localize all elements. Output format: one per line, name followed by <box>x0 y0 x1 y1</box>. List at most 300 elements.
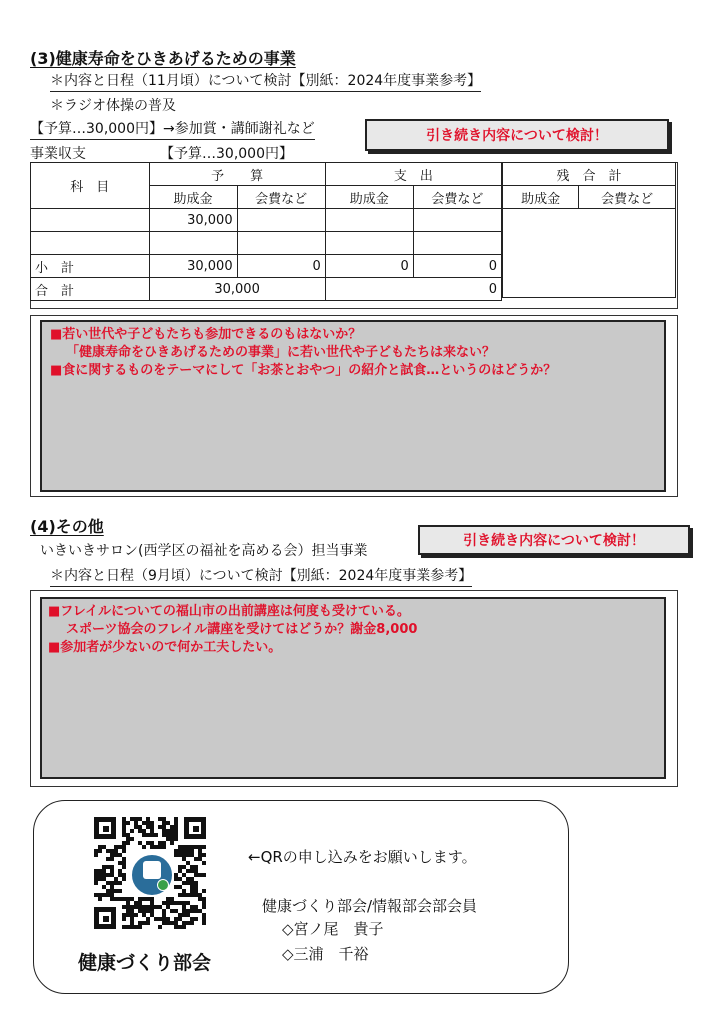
qr-module <box>102 873 106 877</box>
qr-module <box>186 861 190 865</box>
qr-module <box>158 925 162 929</box>
qr-module <box>194 857 198 861</box>
section4-comment-1: ■フレイルについての福山市の出前講座は何度も受けている。 <box>48 604 410 619</box>
qr-module <box>98 845 102 849</box>
qr-module <box>174 885 178 889</box>
qr-module <box>114 849 118 853</box>
qr-module <box>102 893 106 897</box>
subtotal-expense-grant: 0 <box>325 255 413 278</box>
qr-module <box>182 921 186 925</box>
qr-module <box>126 909 130 913</box>
qr-module <box>170 833 174 837</box>
qr-module <box>142 909 146 913</box>
section4-comment-box <box>40 597 666 779</box>
qr-module <box>202 861 206 865</box>
qr-module <box>166 821 170 825</box>
qr-module <box>190 877 194 881</box>
qr-module <box>202 921 206 925</box>
qr-module <box>130 909 134 913</box>
qr-module <box>182 909 186 913</box>
qr-module <box>154 833 158 837</box>
qr-module <box>174 925 178 929</box>
qr-module <box>114 897 118 901</box>
qr-module <box>118 889 122 893</box>
qr-module <box>170 901 174 905</box>
budget-label: 事業収支 <box>30 146 86 162</box>
qr-module <box>126 833 130 837</box>
table-cell <box>31 209 150 232</box>
qr-module <box>202 913 206 917</box>
qr-module <box>182 893 186 897</box>
qr-module <box>138 829 142 833</box>
sub-fee: 会費など <box>237 186 325 209</box>
qr-module <box>122 905 126 909</box>
qr-module <box>162 917 166 921</box>
qr-module <box>122 865 126 869</box>
qr-module <box>202 873 206 877</box>
table-cell <box>413 209 501 232</box>
qr-module <box>174 909 178 913</box>
col-budget: 予 算 <box>149 163 325 186</box>
qr-module <box>146 917 150 921</box>
qr-module <box>190 909 194 913</box>
qr-module <box>98 897 102 901</box>
qr-module <box>186 849 190 853</box>
qr-module <box>130 917 134 921</box>
qr-module <box>158 845 162 849</box>
member-1: ◇宮ノ尾 貴子 <box>282 920 384 938</box>
qr-module <box>174 817 178 821</box>
qr-module <box>114 877 118 881</box>
qr-module <box>174 825 178 829</box>
qr-module <box>138 909 142 913</box>
club-name: 健康づくり部会 <box>78 952 212 974</box>
qr-module <box>150 913 154 917</box>
section4-line1: いきいきサロン(西学区の福祉を高める会）担当事業 <box>40 543 368 559</box>
qr-module <box>186 881 190 885</box>
qr-module <box>110 853 114 857</box>
qr-logo-icon <box>130 853 174 897</box>
qr-module <box>122 849 126 853</box>
qr-module <box>194 873 198 877</box>
qr-module <box>162 825 166 829</box>
qr-module <box>182 845 186 849</box>
qr-module <box>162 817 166 821</box>
qr-module <box>110 897 114 901</box>
section3-line2: ＊ラジオ体操の普及 <box>50 98 176 114</box>
qr-module <box>190 921 194 925</box>
qr-module <box>106 857 110 861</box>
qr-module <box>122 833 126 837</box>
qr-module <box>194 917 198 921</box>
qr-module <box>102 865 106 869</box>
qr-module <box>166 833 170 837</box>
qr-module <box>194 893 198 897</box>
qr-module <box>182 873 186 877</box>
qr-module <box>198 845 202 849</box>
qr-module <box>150 845 154 849</box>
qr-module <box>178 849 182 853</box>
qr-module <box>182 889 186 893</box>
section3-comment-2: 「健康寿命をひきあげるための事業」に若い世代や子どもたちは来ない？ <box>66 345 496 360</box>
qr-module <box>134 821 138 825</box>
qr-module <box>162 841 166 845</box>
qr-module <box>114 881 118 885</box>
qr-module <box>106 849 110 853</box>
qr-module <box>158 825 162 829</box>
qr-module <box>134 817 138 821</box>
qr-module <box>150 897 154 901</box>
qr-module <box>130 829 134 833</box>
qr-module <box>106 893 110 897</box>
member-2: ◇三浦 千裕 <box>282 945 369 963</box>
qr-module <box>186 921 190 925</box>
qr-module <box>198 857 202 861</box>
qr-module <box>194 905 198 909</box>
qr-module <box>122 825 126 829</box>
qr-module <box>190 917 194 921</box>
total-budget: 30,000 <box>149 278 325 301</box>
col-subject: 科 目 <box>31 163 150 209</box>
qr-module <box>158 905 162 909</box>
qr-module <box>182 865 186 869</box>
qr-module <box>98 877 102 881</box>
qr-module <box>118 897 122 901</box>
qr-module <box>114 889 118 893</box>
qr-module <box>130 925 134 929</box>
qr-module <box>122 877 126 881</box>
subtotal-label: 小 計 <box>31 255 150 278</box>
qr-module <box>186 901 190 905</box>
qr-module <box>134 905 138 909</box>
qr-module <box>122 897 126 901</box>
qr-module <box>114 853 118 857</box>
qr-module <box>94 849 98 853</box>
qr-module <box>142 821 146 825</box>
qr-module <box>118 861 122 865</box>
qr-module <box>194 885 198 889</box>
qr-module <box>146 897 150 901</box>
qr-module <box>118 873 122 877</box>
qr-module <box>130 897 134 901</box>
qr-module <box>146 909 150 913</box>
qr-module <box>94 881 98 885</box>
qr-module <box>194 881 198 885</box>
qr-module <box>150 841 154 845</box>
sub-fee: 会費など <box>579 186 676 209</box>
qr-module <box>178 913 182 917</box>
qr-module <box>174 849 178 853</box>
qr-module <box>198 853 202 857</box>
qr-module <box>162 833 166 837</box>
qr-module <box>138 897 142 901</box>
qr-module <box>122 913 126 917</box>
qr-module <box>162 901 166 905</box>
qr-module <box>130 913 134 917</box>
qr-module <box>142 845 146 849</box>
qr-module <box>122 829 126 833</box>
sub-grant: 助成金 <box>325 186 413 209</box>
qr-module <box>166 917 170 921</box>
qr-module <box>102 845 106 849</box>
qr-module <box>130 817 134 821</box>
qr-module <box>190 853 194 857</box>
total-label: 合 計 <box>31 278 150 301</box>
qr-module <box>110 885 114 889</box>
qr-module <box>118 869 122 873</box>
section4-line2: ＊内容と日程（9月頃）について検討【別紙：2024年度事業参考】 <box>50 567 472 587</box>
row1-budget-grant: 30,000 <box>149 209 237 232</box>
qr-module <box>146 841 150 845</box>
qr-module <box>198 909 202 913</box>
qr-module <box>146 833 150 837</box>
table-cell <box>325 232 413 255</box>
qr-module <box>138 825 142 829</box>
qr-module <box>178 845 182 849</box>
section4-heading: (4)その他 <box>30 517 104 536</box>
qr-module <box>170 921 174 925</box>
qr-module <box>142 829 146 833</box>
qr-module <box>170 829 174 833</box>
qr-module <box>166 829 170 833</box>
section3-note: 引き続き内容について検討！ <box>365 119 669 151</box>
qr-module <box>190 885 194 889</box>
qr-code[interactable] <box>94 817 206 929</box>
qr-module <box>174 837 178 841</box>
qr-module <box>122 873 126 877</box>
qr-module <box>130 905 134 909</box>
budget-value: 【予算…30,000円】 <box>160 146 293 162</box>
qr-module <box>178 925 182 929</box>
qr-module <box>126 913 130 917</box>
qr-module <box>102 869 106 873</box>
budget-table <box>30 162 502 301</box>
section3-comment-box <box>40 320 666 492</box>
qr-module <box>162 829 166 833</box>
qr-module <box>106 873 110 877</box>
qr-module <box>166 905 170 909</box>
qr-module <box>178 877 182 881</box>
qr-module <box>138 921 142 925</box>
qr-module <box>174 921 178 925</box>
qr-module <box>166 921 170 925</box>
qr-module <box>178 869 182 873</box>
qr-module <box>118 845 122 849</box>
qr-module <box>174 829 178 833</box>
qr-module <box>110 881 114 885</box>
qr-module <box>122 841 126 845</box>
qr-module <box>190 865 194 869</box>
qr-finder <box>94 907 116 929</box>
qr-module <box>186 913 190 917</box>
qr-module <box>170 837 174 841</box>
col-expense: 支 出 <box>325 163 501 186</box>
balance-area <box>503 209 676 298</box>
qr-module <box>162 845 166 849</box>
section4-comment-2: スポーツ協会のフレイル講座を受けてはどうか？謝金8,000 <box>66 622 418 637</box>
qr-module <box>174 877 178 881</box>
qr-module <box>190 893 194 897</box>
qr-module <box>94 877 98 881</box>
qr-module <box>186 853 190 857</box>
qr-module <box>178 853 182 857</box>
qr-module <box>198 893 202 897</box>
qr-module <box>162 921 166 925</box>
qr-module <box>142 905 146 909</box>
qr-module <box>170 897 174 901</box>
qr-finder <box>94 817 116 839</box>
qr-module <box>110 869 114 873</box>
total-expense: 0 <box>325 278 501 301</box>
qr-module <box>114 845 118 849</box>
qr-module <box>146 905 150 909</box>
qr-module <box>154 917 158 921</box>
qr-module <box>102 877 106 881</box>
table-cell <box>325 209 413 232</box>
qr-module <box>190 845 194 849</box>
qr-module <box>194 845 198 849</box>
qr-module <box>174 901 178 905</box>
qr-module <box>194 869 198 873</box>
sub-fee: 会費など <box>413 186 501 209</box>
qr-module <box>186 893 190 897</box>
col-balance: 残 合 計 <box>503 163 676 186</box>
balance-table <box>502 162 676 298</box>
qr-module <box>122 917 126 921</box>
qr-module <box>182 881 186 885</box>
qr-module <box>162 909 166 913</box>
qr-module <box>178 901 182 905</box>
qr-module <box>190 889 194 893</box>
qr-module <box>150 833 154 837</box>
qr-module <box>142 921 146 925</box>
qr-module <box>122 925 126 929</box>
qr-module <box>178 885 182 889</box>
qr-module <box>106 865 110 869</box>
section3-heading: (3)健康寿命をひきあげるための事業 <box>30 49 296 68</box>
qr-finder <box>184 817 206 839</box>
table-cell <box>237 232 325 255</box>
qr-module <box>110 893 114 897</box>
qr-module <box>122 845 126 849</box>
qr-module <box>142 833 146 837</box>
qr-module <box>190 849 194 853</box>
qr-module <box>98 849 102 853</box>
qr-module <box>150 821 154 825</box>
qr-module <box>138 841 142 845</box>
qr-module <box>158 917 162 921</box>
qr-module <box>174 853 178 857</box>
qr-module <box>162 821 166 825</box>
qr-module <box>166 901 170 905</box>
qr-module <box>202 901 206 905</box>
qr-module <box>150 909 154 913</box>
qr-module <box>106 889 110 893</box>
section3-comment-1: ■若い世代や子どもたちも参加できるのもはないか？ <box>50 327 362 342</box>
section3-comment-3: ■食に関するものをテーマにして「お茶とおやつ」の紹介と試食…というのはどうか？ <box>50 363 557 378</box>
qr-instruction: ←QRの申し込みをお願いします。 <box>248 848 477 866</box>
subtotal-budget-grant: 30,000 <box>149 255 237 278</box>
table-cell <box>237 209 325 232</box>
qr-module <box>134 901 138 905</box>
qr-module <box>126 897 130 901</box>
qr-module <box>126 837 130 841</box>
qr-module <box>182 925 186 929</box>
qr-module <box>154 845 158 849</box>
section3-line3: 【予算…30,000円】→参加賞・講師謝礼など <box>30 120 315 140</box>
qr-module <box>110 873 114 877</box>
qr-module <box>170 909 174 913</box>
qr-module <box>182 853 186 857</box>
qr-module <box>166 837 170 841</box>
qr-module <box>174 873 178 877</box>
table-cell <box>149 232 237 255</box>
qr-module <box>150 829 154 833</box>
section4-note: 引き続き内容について検討！ <box>418 525 690 555</box>
qr-module <box>122 857 126 861</box>
qr-module <box>110 849 114 853</box>
qr-module <box>170 841 174 845</box>
qr-module <box>190 905 194 909</box>
qr-module <box>158 841 162 845</box>
qr-module <box>182 849 186 853</box>
qr-module <box>110 865 114 869</box>
qr-module <box>202 845 206 849</box>
qr-module <box>126 901 130 905</box>
qr-module <box>198 849 202 853</box>
qr-module <box>126 925 130 929</box>
qr-module <box>122 817 126 821</box>
qr-module <box>146 821 150 825</box>
table-cell <box>413 232 501 255</box>
qr-module <box>174 821 178 825</box>
qr-module <box>94 873 98 877</box>
qr-module <box>146 825 150 829</box>
qr-module <box>138 817 142 821</box>
qr-module <box>182 913 186 917</box>
qr-module <box>130 921 134 925</box>
qr-module <box>110 889 114 893</box>
qr-module <box>146 921 150 925</box>
members-title: 健康づくり部会/情報部会部会員 <box>262 897 478 915</box>
qr-module <box>182 905 186 909</box>
qr-module <box>186 845 190 849</box>
qr-module <box>178 893 182 897</box>
qr-module <box>198 897 202 901</box>
qr-module <box>94 869 98 873</box>
qr-module <box>190 881 194 885</box>
subtotal-budget-fee: 0 <box>237 255 325 278</box>
qr-module <box>178 917 182 921</box>
qr-module <box>174 917 178 921</box>
qr-module <box>202 905 206 909</box>
qr-module <box>122 861 126 865</box>
section3-line1: ＊内容と日程（11月頃）について検討【別紙：2024年度事業参考】 <box>50 72 481 92</box>
qr-module <box>146 817 150 821</box>
qr-module <box>154 905 158 909</box>
qr-module <box>202 889 206 893</box>
qr-module <box>202 853 206 857</box>
qr-module <box>126 841 130 845</box>
qr-module <box>194 909 198 913</box>
qr-module <box>138 901 142 905</box>
qr-module <box>142 897 146 901</box>
qr-module <box>94 853 98 857</box>
subtotal-expense-fee: 0 <box>413 255 501 278</box>
sub-grant: 助成金 <box>503 186 579 209</box>
qr-module <box>198 873 202 877</box>
qr-module <box>130 837 134 841</box>
